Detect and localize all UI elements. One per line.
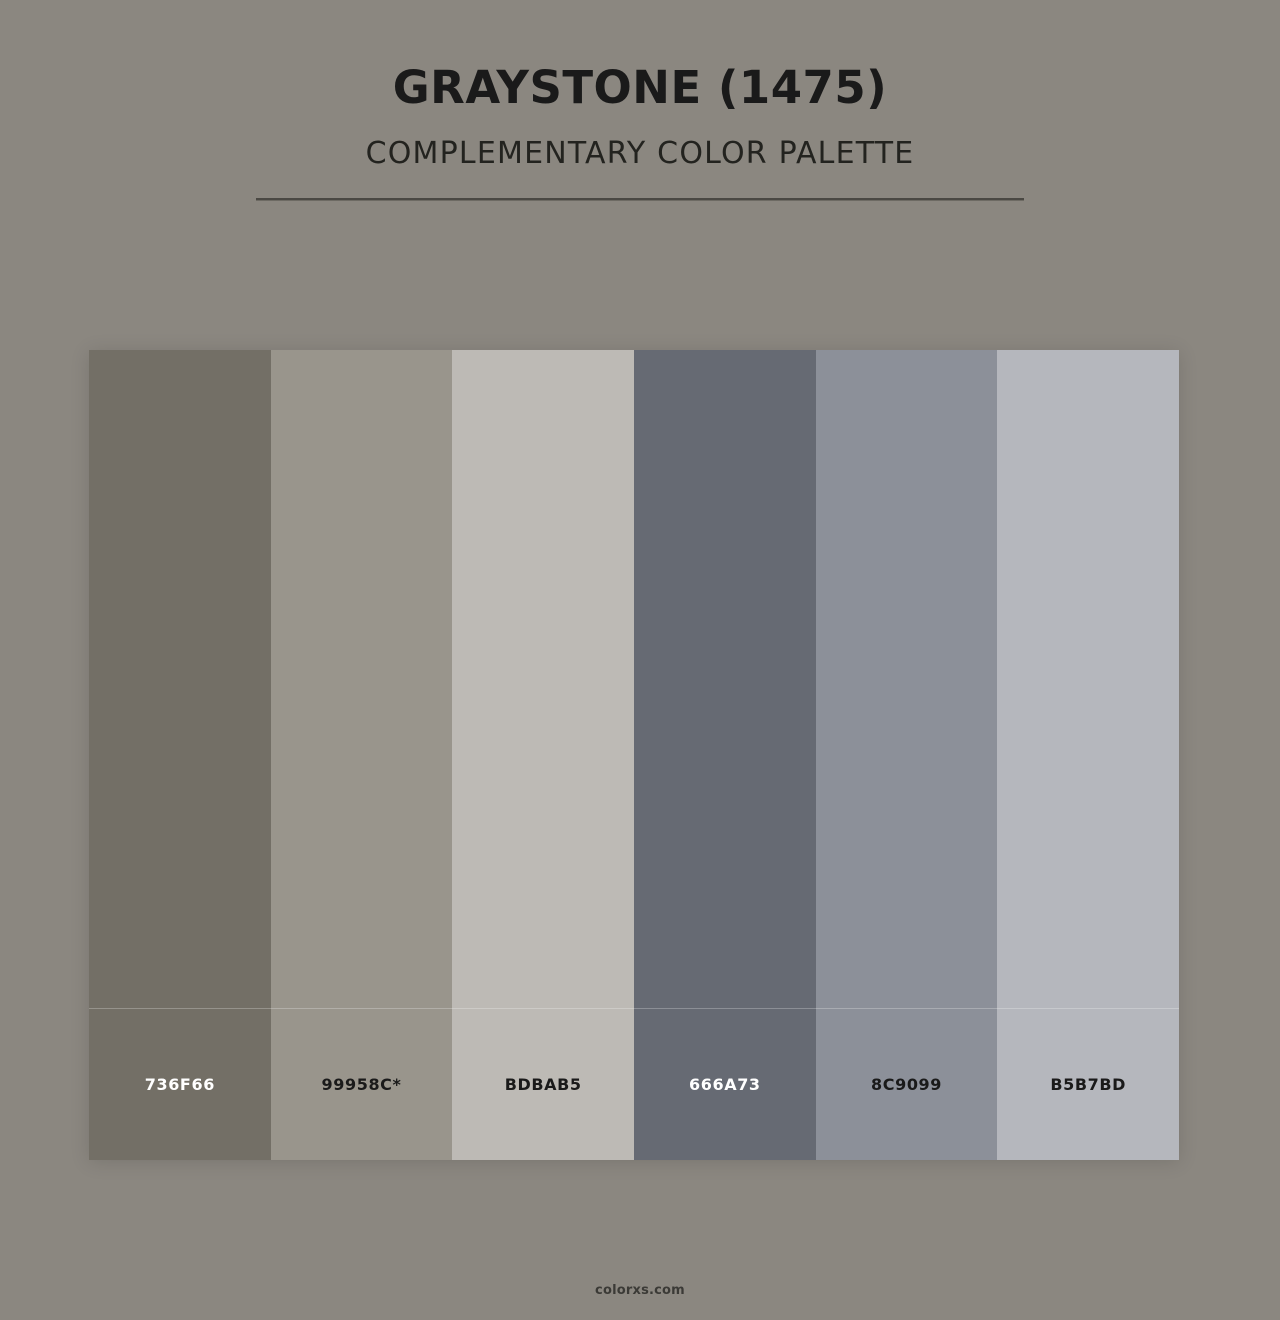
color-swatch[interactable] bbox=[452, 350, 634, 1160]
color-swatch[interactable] bbox=[89, 350, 271, 1160]
color-swatch[interactable] bbox=[271, 350, 453, 1160]
color-palette bbox=[89, 350, 1179, 1160]
page-title: GRAYSTONE (1475) bbox=[392, 61, 888, 114]
swatch-separator bbox=[271, 1008, 453, 1009]
swatch-label-area bbox=[452, 1008, 634, 1160]
swatch-hex-label: 8C9099 bbox=[871, 1074, 943, 1094]
swatch-separator bbox=[634, 1008, 816, 1009]
site-brand: colorxs.com bbox=[595, 1283, 685, 1298]
swatch-separator bbox=[997, 1008, 1179, 1009]
swatch-hex-label: 736F66 bbox=[144, 1074, 215, 1094]
swatch-hex-label: 99958C* bbox=[321, 1074, 402, 1094]
swatch-separator bbox=[89, 1008, 271, 1009]
swatch-color-band bbox=[634, 350, 816, 1008]
swatch-label-area bbox=[271, 1008, 453, 1160]
swatch-label-area bbox=[89, 1008, 271, 1160]
swatch-hex-label: B5B7BD bbox=[1050, 1074, 1127, 1094]
page-subtitle: COMPLEMENTARY COLOR PALETTE bbox=[365, 135, 915, 171]
color-swatch[interactable] bbox=[816, 350, 998, 1160]
swatch-separator bbox=[816, 1008, 998, 1009]
swatch-label-area bbox=[634, 1008, 816, 1160]
swatch-color-band bbox=[816, 350, 998, 1008]
page-header bbox=[0, 0, 1280, 201]
swatch-label-area bbox=[816, 1008, 998, 1160]
swatch-hex-label: BDBAB5 bbox=[504, 1074, 582, 1094]
header-divider bbox=[256, 198, 1024, 201]
swatch-color-band bbox=[452, 350, 634, 1008]
swatch-color-band bbox=[997, 350, 1179, 1008]
swatch-label-area bbox=[997, 1008, 1179, 1160]
color-swatch[interactable] bbox=[997, 350, 1179, 1160]
swatch-hex-label: 666A73 bbox=[689, 1074, 761, 1094]
color-swatch[interactable] bbox=[634, 350, 816, 1160]
swatch-color-band bbox=[271, 350, 453, 1008]
swatch-separator bbox=[452, 1008, 634, 1009]
swatch-color-band bbox=[89, 350, 271, 1008]
page-footer bbox=[0, 1279, 1280, 1298]
